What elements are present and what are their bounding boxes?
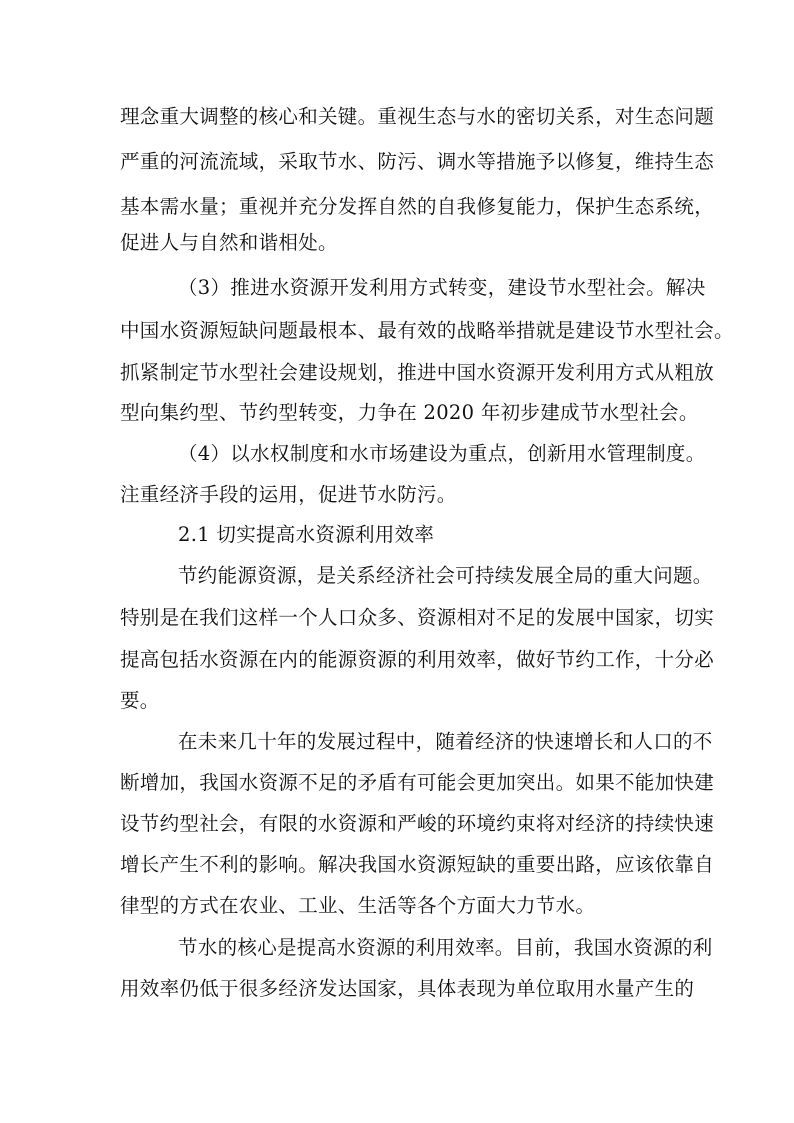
paragraph-line: （4）以水权制度和水市场建设为重点，创新用水管理制度。 (178, 442, 706, 465)
paragraph-line: 严重的河流流域，采取节水、防污、调水等措施予以修复，维持生态 (120, 150, 715, 173)
paragraph-line: 抓紧制定节水型社会建设规划，推进中国水资源开发利用方式从粗放 (120, 361, 715, 384)
paragraph-line: 要。 (120, 689, 160, 712)
paragraph-line: 型向集约型、节约型转变，力争在 2020 年初步建成节水型社会。 (120, 401, 699, 424)
section-heading: 2.1 切实提高水资源利用效率 (178, 523, 435, 546)
paragraph-line: 在未来几十年的发展过程中，随着经济的快速增长和人口的不 (178, 730, 713, 753)
paragraph-line: 增长产生不利的影响。解决我国水资源短缺的重要出路，应该依靠自 (120, 853, 715, 876)
paragraph-line: 基本需水量；重视并充分发挥自然的自我修复能力，保护生态系统， (120, 195, 715, 218)
paragraph-line: 注重经济手段的运用，促进节水防污。 (120, 483, 457, 506)
paragraph-line: 理念重大调整的核心和关键。重视生态与水的密切关系，对生态问题 (120, 105, 715, 128)
paragraph-line: 特别是在我们这样一个人口众多、资源相对不足的发展中国家，切实 (120, 606, 715, 629)
paragraph-line: 促进人与自然和谐相处。 (120, 231, 338, 254)
paragraph-line: （3）推进水资源开发利用方式转变，建设节水型社会。解决 (178, 276, 706, 299)
paragraph-line: 提高包括水资源在内的能源资源的利用效率，做好节约工作，十分必 (120, 648, 715, 671)
paragraph-line: 律型的方式在农业、工业、生活等各个方面大力节水。 (120, 894, 596, 917)
paragraph-line: 中国水资源短缺问题最根本、最有效的战略举措就是建设节水型社会。 (120, 319, 734, 342)
paragraph-line: 节水的核心是提高水资源的利用效率。目前，我国水资源的利 (178, 936, 713, 959)
paragraph-line: 节约能源资源，是关系经济社会可持续发展全局的重大问题。 (178, 564, 713, 587)
paragraph-line: 断增加，我国水资源不足的矛盾有可能会更加突出。如果不能加快建 (120, 771, 715, 794)
paragraph-line: 用效率仍低于很多经济发达国家，具体表现为单位取用水量产生的 (120, 977, 695, 1000)
paragraph-line: 设节约型社会，有限的水资源和严峻的环境约束将对经济的持续快速 (120, 812, 715, 835)
